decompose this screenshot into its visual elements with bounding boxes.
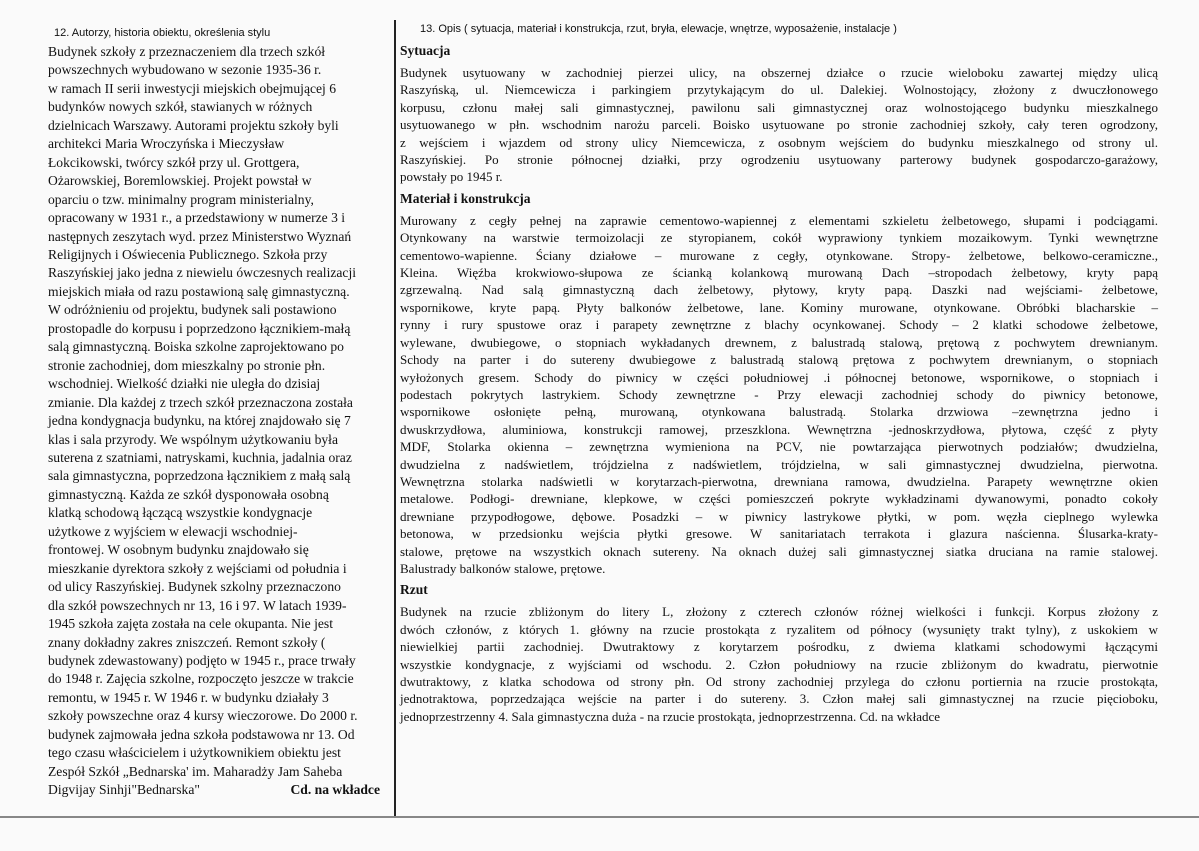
continued-note: Cd. na wkładce <box>290 782 380 798</box>
section-line: jednotraktowa, poprzedzająca wejście na parter i do sutereny. 3. Człon małej sali gimnastycznej na rzucie pięcioboku, <box>400 691 1158 707</box>
history-header: 12. Autorzy, historia obiektu, określenia stylu <box>54 27 271 39</box>
history-line: oparciu o tzw. minimalny program ministerialny, <box>48 191 314 207</box>
history-line: miejskich miała od razu postawioną salę gimnastyczną. <box>48 283 350 299</box>
history-line: suterena z szatniami, natryskami, kuchnia, jadalnia oraz <box>48 449 352 465</box>
history-line: znany dokładny zakres zniszczeń. Remont szkoły ( <box>48 634 326 650</box>
history-line: salą gimnastyczną. Boiska szkolne zaprojektowano po <box>48 339 344 355</box>
section-line: dwudzielna z nadświetlem, trójdzielna z nadświetlem, trójdzielna, w sali gimnastycznej dwudzielna, pierwotna. <box>400 456 1158 472</box>
history-line: budynków nowych szkół, stawianych w różnych <box>48 99 313 115</box>
section-line: niewielkiej partii zachodniej. Dwutraktowy z korytarzem pośrodku, z dwiema klatkami schodowymi łączącymi <box>400 639 1158 655</box>
history-line: W odróżnieniu od projektu, budynek sali postawiono <box>48 302 337 318</box>
section-line: Budynek usytuowany w zachodniej pierzei ulicy, na obszernej działce o rzucie wieloboku zawartej między ulicą <box>400 65 1158 80</box>
section-line: Wewnętrzna stolarka nadświetli w korytarzach-pierwotna, drewniana ramowa, dwudzielna. Parapety wewnętrzne okien <box>400 473 1158 489</box>
history-line: klas i sala przyrody. We wspólnym użytkowaniu była <box>48 431 338 447</box>
description-header: 13. Opis ( sytuacja, materiał i konstrukcja, rzut, bryła, elewacje, wnętrze, wyposażenie, instalacje ) <box>420 23 897 35</box>
section-line: MDF, Stolarka okienna – zewnętrzna wymieniona na PCV, nie powtarzająca pierwotnych podziałów; dwudzielna, <box>400 439 1158 455</box>
section-line: wylewane, dwubiegowe, o stopniach wykładanych drewnem, z balustradą stalową, prętową z pochwytem drewnianym. <box>400 334 1158 350</box>
history-line: klatką schodową łączącą wszystkie kondygnacje <box>48 505 313 521</box>
history-line: następnych zeszytach wyd. przez Ministerstwo Wyznań <box>48 228 352 244</box>
section-line: cementowo-wapienne. Ściany działowe – murowane z cegły, otynkowane. Stropy- żelbetowe, belkowo-ceramiczne., <box>400 247 1158 263</box>
section-line: Balustrady balkonów stalowe, prętowe. <box>400 560 606 576</box>
section-line: dwutraktowy, z klatka schodowa od strony płn. Od strony zachodniej przylega do członu portiernia na rzucie prostokąta, <box>400 674 1158 689</box>
section-title: Materiał i konstrukcja <box>400 190 531 206</box>
section-body <box>400 603 1158 725</box>
history-line: remontu, w 1945 r. W 1946 r. w budynku działały 3 <box>48 689 329 705</box>
history-line: architekci Maria Wroczyńska i Mieczysław <box>48 136 285 152</box>
section-title: Rzut <box>400 582 428 598</box>
section-line: rynny i rury spustowe oraz i parapety zewnętrzne z blachy ocynkowanej. Schody – 2 klatki schodowe żelbetowe, <box>400 317 1158 333</box>
section-title: Sytuacja <box>400 43 451 58</box>
section-line: Murowany z cegły pełnej na zaprawie cementowo-wapiennej z elementami szkieletu żelbetowego, słupami i podciągami. <box>400 212 1158 228</box>
history-line: szkoły powszechne oraz 4 kursy wieczorowe. Do 2000 r. <box>48 708 358 724</box>
section-line: Kleina. Więźba krokwiowo-słupowa ze ścianką kolankową murowaną Dach –stropodach żelbetowy, kryty papą <box>400 265 1158 281</box>
history-line: dla szkół powszechnych nr 13, 16 i 97. W latach 1939- <box>48 597 347 613</box>
history-line: budynek zdewastowany) podjęto w 1945 r., prace trwały <box>48 652 356 668</box>
section-line: zgrzewalną. Nad salą gimnastyczną dach żelbetowy, płytowy, kryty papą. Daszki nad wejściami- żelbetowe, <box>400 282 1158 298</box>
section-line: korpusu, członu małej sali gimnastycznej, pawilonu sali gimnastycznej oraz wolnostojącego budynku mieszkalnego <box>400 99 1158 115</box>
history-text <box>48 43 392 781</box>
section-line: dwóch członów, z których 1. główny na rzucie prostokąta z ryzalitem od północy (wysunięty trakt tylny), z uskokiem w <box>400 621 1158 637</box>
history-line: Budynek szkoły z przeznaczeniem dla trzech szkół <box>48 44 326 59</box>
history-line: Raszyńskiej jako jedna z niewielu ówczesnych realizacji <box>48 265 356 281</box>
history-line: dzielnicach Warszawy. Autorami projektu szkoły byli <box>48 117 339 133</box>
history-line: budynek zajmowała jedna szkoła podstawowa nr 13. Od <box>48 726 355 742</box>
section-body <box>400 212 1158 578</box>
history-line: Łokcikowski, twórcy szkół przy ul. Grottgera, <box>48 154 300 170</box>
history-line: prostopadle do korpusu i poprzedzono łącznikiem-małą <box>48 320 351 336</box>
section-line: Raszyńskiej. Po stronie północnej działki, przy ogrodzeniu usytuowany parterowy budynek gospodarczo-garażowy, <box>400 152 1158 168</box>
section-body <box>400 64 1158 186</box>
section-line: wszystkie kondygnacje, z wyjściami od wschodu. 2. Człon południowy na rzucie zbliżonym do kwadratu, pierwotnie <box>400 656 1158 672</box>
history-line: sala gimnastyczna, poprzedzona łącznikiem z małą salą <box>48 468 351 484</box>
section-line: stalowe, prętowe na wszystkich oknach sutereny. Na oknach dużej sali gimnastycznej siatka druciana na ramie stalowej. <box>400 543 1158 559</box>
column-divider <box>394 20 396 816</box>
history-line: od ulicy Raszyńskiej. Budynek szkolny przeznaczono <box>48 579 341 595</box>
description-column <box>400 16 1158 725</box>
section-line: usytuowanego w płn. wschodnim narożu parceli. Boisko usytuowane po stronie zachodniej szkoły, cały teren ogrodzony, <box>400 117 1158 133</box>
history-line: tego czasu właścicielem i użytkownikiem obiektu jest <box>48 745 341 761</box>
history-line: zmianie. Dla każdej z trzech szkół przeznaczona została <box>48 394 353 410</box>
section-line: wyłożonych gresem. Schody do piwnicy w części południowej .i północnej betonowe, wspornikowe, o stopniach i <box>400 369 1158 385</box>
section-line: dwuskrzydłowa, aluminiowa, konstrukcji ramowej, przeszklona. Wewnętrzna -jednoskrzydłowa, płytowa, część z płyty <box>400 421 1158 437</box>
history-line: Zespół Szkół „Bednarska' im. Maharadży Jam Saheba <box>48 763 343 779</box>
section-line: metalowe. Podłogi- drewniane, klepkowe, w części pomieszczeń pokryte wykładzinami dywanowymi, ponadto cokoły <box>400 491 1158 507</box>
history-line: stronie zachodniej, dom mieszkalny po stronie płn. <box>48 357 326 373</box>
section-line: powstały po 1945 r. <box>400 169 503 185</box>
section-line: podestach pokrytych lastrykiem. Schody zewnętrzne - Przy elewacji zachodniej schody do piwnicy betonowe, <box>400 386 1158 402</box>
history-line: Religijnych i Oświecenia Publicznego. Szkoła przy <box>48 246 328 262</box>
history-line: gimnastyczną. Każda ze szkół dysponowała osobną <box>48 486 329 502</box>
history-last-line: Digvijay Sinhji"Bednarska" <box>48 782 200 798</box>
history-last-line-row <box>48 781 392 799</box>
section-line: Otynkowany na warstwie termoizolacji ze styropianem, cokół wyprawiony tynkiem mozaikowym. Tynki wewnętrzne <box>400 230 1158 246</box>
history-column <box>48 16 392 800</box>
history-line: 1945 szkoła zajęta została na cele okupanta. Nie jest <box>48 616 333 632</box>
section-line: jednoprzestrzenny 4. Sala gimnastyczna duża - na rzucie prostokąta, jednoprzestrzenna. Cd. na wkładce <box>400 708 941 724</box>
section-line: Budynek na rzucie zbliżonym do litery L, złożony z czterech członów różnej wielkości i funkcji. Korpus złożony z <box>400 604 1158 620</box>
history-line: mieszkanie dyrektora szkoły z wejściami od południa i <box>48 560 347 576</box>
section-line: z wejściem i wjazdem od strony ulicy Niemcewicza, z osobnym wejściem do budynku mieszkalnego od strony ul. <box>400 134 1158 150</box>
history-line: wschodniej. Wielkość działki nie uległa do dzisiaj <box>48 376 321 392</box>
section-line: wspornikowe, kryte papą. Płyty balkonów żelbetowe, lane. Kominy murowane, otynkowane. Obróbki blacharskie – <box>400 299 1158 315</box>
history-line: powszechnych wybudowano w sezonie 1935-36 r. <box>48 62 322 78</box>
history-line: Ożarowskiej, Boremlowskiej. Projekt powstał w <box>48 173 312 189</box>
history-line: frontowej. W osobnym budynku znajdowało się <box>48 542 309 558</box>
section-line: betonowa, w przedsionku wejścia płytki gresowe. W sanitariatach terrakota i glazura naścienna. Ślusarka-kraty- <box>400 526 1158 542</box>
section-line: drewniane przypodłogowe, dębowe. Posadzki – w piwnicy lastrykowe płytki, w pom. węzła cieplnego wylewka <box>400 508 1158 524</box>
history-line: w ramach II serii inwestycji miejskich obejmującej 6 <box>48 80 337 96</box>
description-sections <box>400 42 1158 725</box>
history-line: do 1948 r. Zajęcia szkolne, rozpoczęto jeszcze w trakcie <box>48 671 354 687</box>
section-line: Schody na parter i do sutereny dwubiegowe z balustradą stalową prętowa z pochwytem drewnianym, o stopniach <box>400 352 1158 368</box>
history-line: użytkowe z wyjściem w elewacji wschodniej- <box>48 523 298 539</box>
history-line: opracowany w 1931 r., a przedstawiony w numerze 3 i <box>48 210 346 226</box>
bottom-fold-line <box>0 816 1199 818</box>
section-line: Raszyńską, ul. Niemcewicza i parkingiem przytykającym do ul. Dalekiej. Wolnostojący, złożony z dwuczłonowego <box>400 82 1158 98</box>
section-line: wspornikowe osłonięte pełną, murowaną, otynkowana balustradą. Stolarka drzwiowa –zewnętrzna jedno i <box>400 404 1158 420</box>
history-line: jedna kondygnacja budynku, na której znajdowało się 7 <box>48 413 351 429</box>
